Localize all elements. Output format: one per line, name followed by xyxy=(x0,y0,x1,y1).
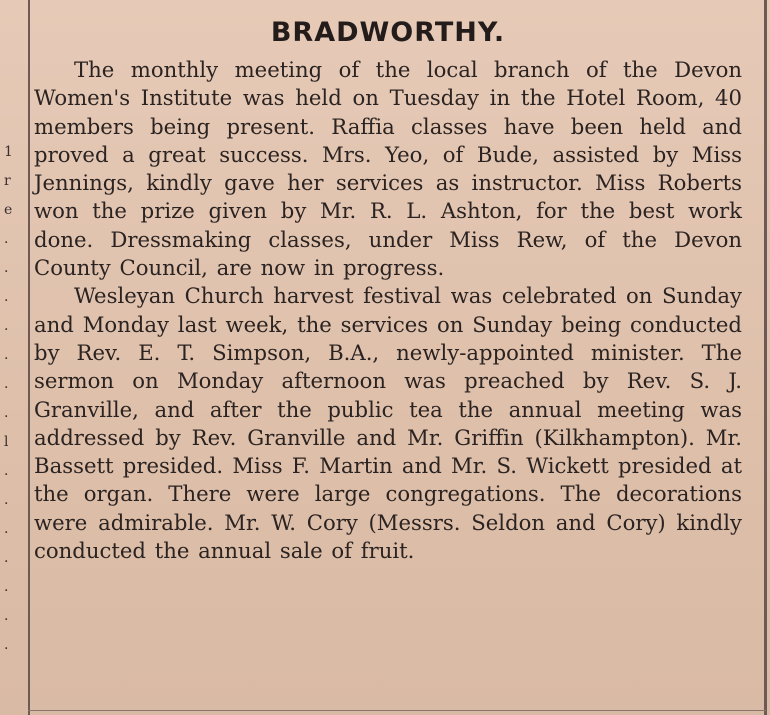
fragment: . xyxy=(4,405,9,421)
column-rule-right xyxy=(764,0,767,715)
fragment: e xyxy=(4,202,13,218)
fragment: . xyxy=(4,347,9,363)
fragment: 1 xyxy=(4,144,13,160)
fragment: . xyxy=(4,463,9,479)
fragment: r xyxy=(4,173,11,189)
paragraph-institute: The monthly meeting of the local branch of the Devon Women's Institute was held on Tuesday in the Hotel Room, 40 members being present. Raffia classes have been held and proved a great success. Mrs. Yeo, of Bude, assisted by Miss Jennings, kindly gave her services as instructor. Miss Roberts won the prize given by Mr. R. L. Ashton, for the best work done. Dressmaking classes, under Miss Rew, of the Devon County Council, are now in progress. xyxy=(34,57,742,281)
bottom-rule xyxy=(28,710,766,711)
fragment: . xyxy=(4,550,9,566)
fragment: . xyxy=(4,231,9,247)
fragment: . xyxy=(4,289,9,305)
article xyxy=(34,14,742,565)
headline: BRADWORTHY. xyxy=(270,17,506,48)
fragment: . xyxy=(4,260,9,276)
adjacent-column-fragments xyxy=(0,138,12,660)
fragment: . xyxy=(4,492,9,508)
fragment: . xyxy=(4,521,9,537)
fragment: l xyxy=(4,434,9,450)
fragment: . xyxy=(4,608,9,624)
fragment: . xyxy=(4,579,9,595)
paragraph-harvest-festival: Wesleyan Church harvest festival was celebrated on Sunday and Monday last week, the services on Sunday being conducted by Rev. E. T. Simpson, B.A., newly-appointed minister. The sermon on Monday afternoon was preached by Rev. S. J. Granville, and after the public tea the annual meeting was addressed by Rev. Granville and Mr. Griffin (Kilkhampton). Mr. Bassett presided. Miss F. Martin and Mr. S. Wickett presided at the organ. There were large congregations. The decorations were admirable. Mr. W. Cory (Messrs. Seldon and Cory) kindly conducted the annual sale of fruit. xyxy=(34,283,742,564)
fragment: . xyxy=(4,376,9,392)
fragment: . xyxy=(4,318,9,334)
fragment: . xyxy=(4,637,9,653)
column-rule-left xyxy=(28,0,30,715)
